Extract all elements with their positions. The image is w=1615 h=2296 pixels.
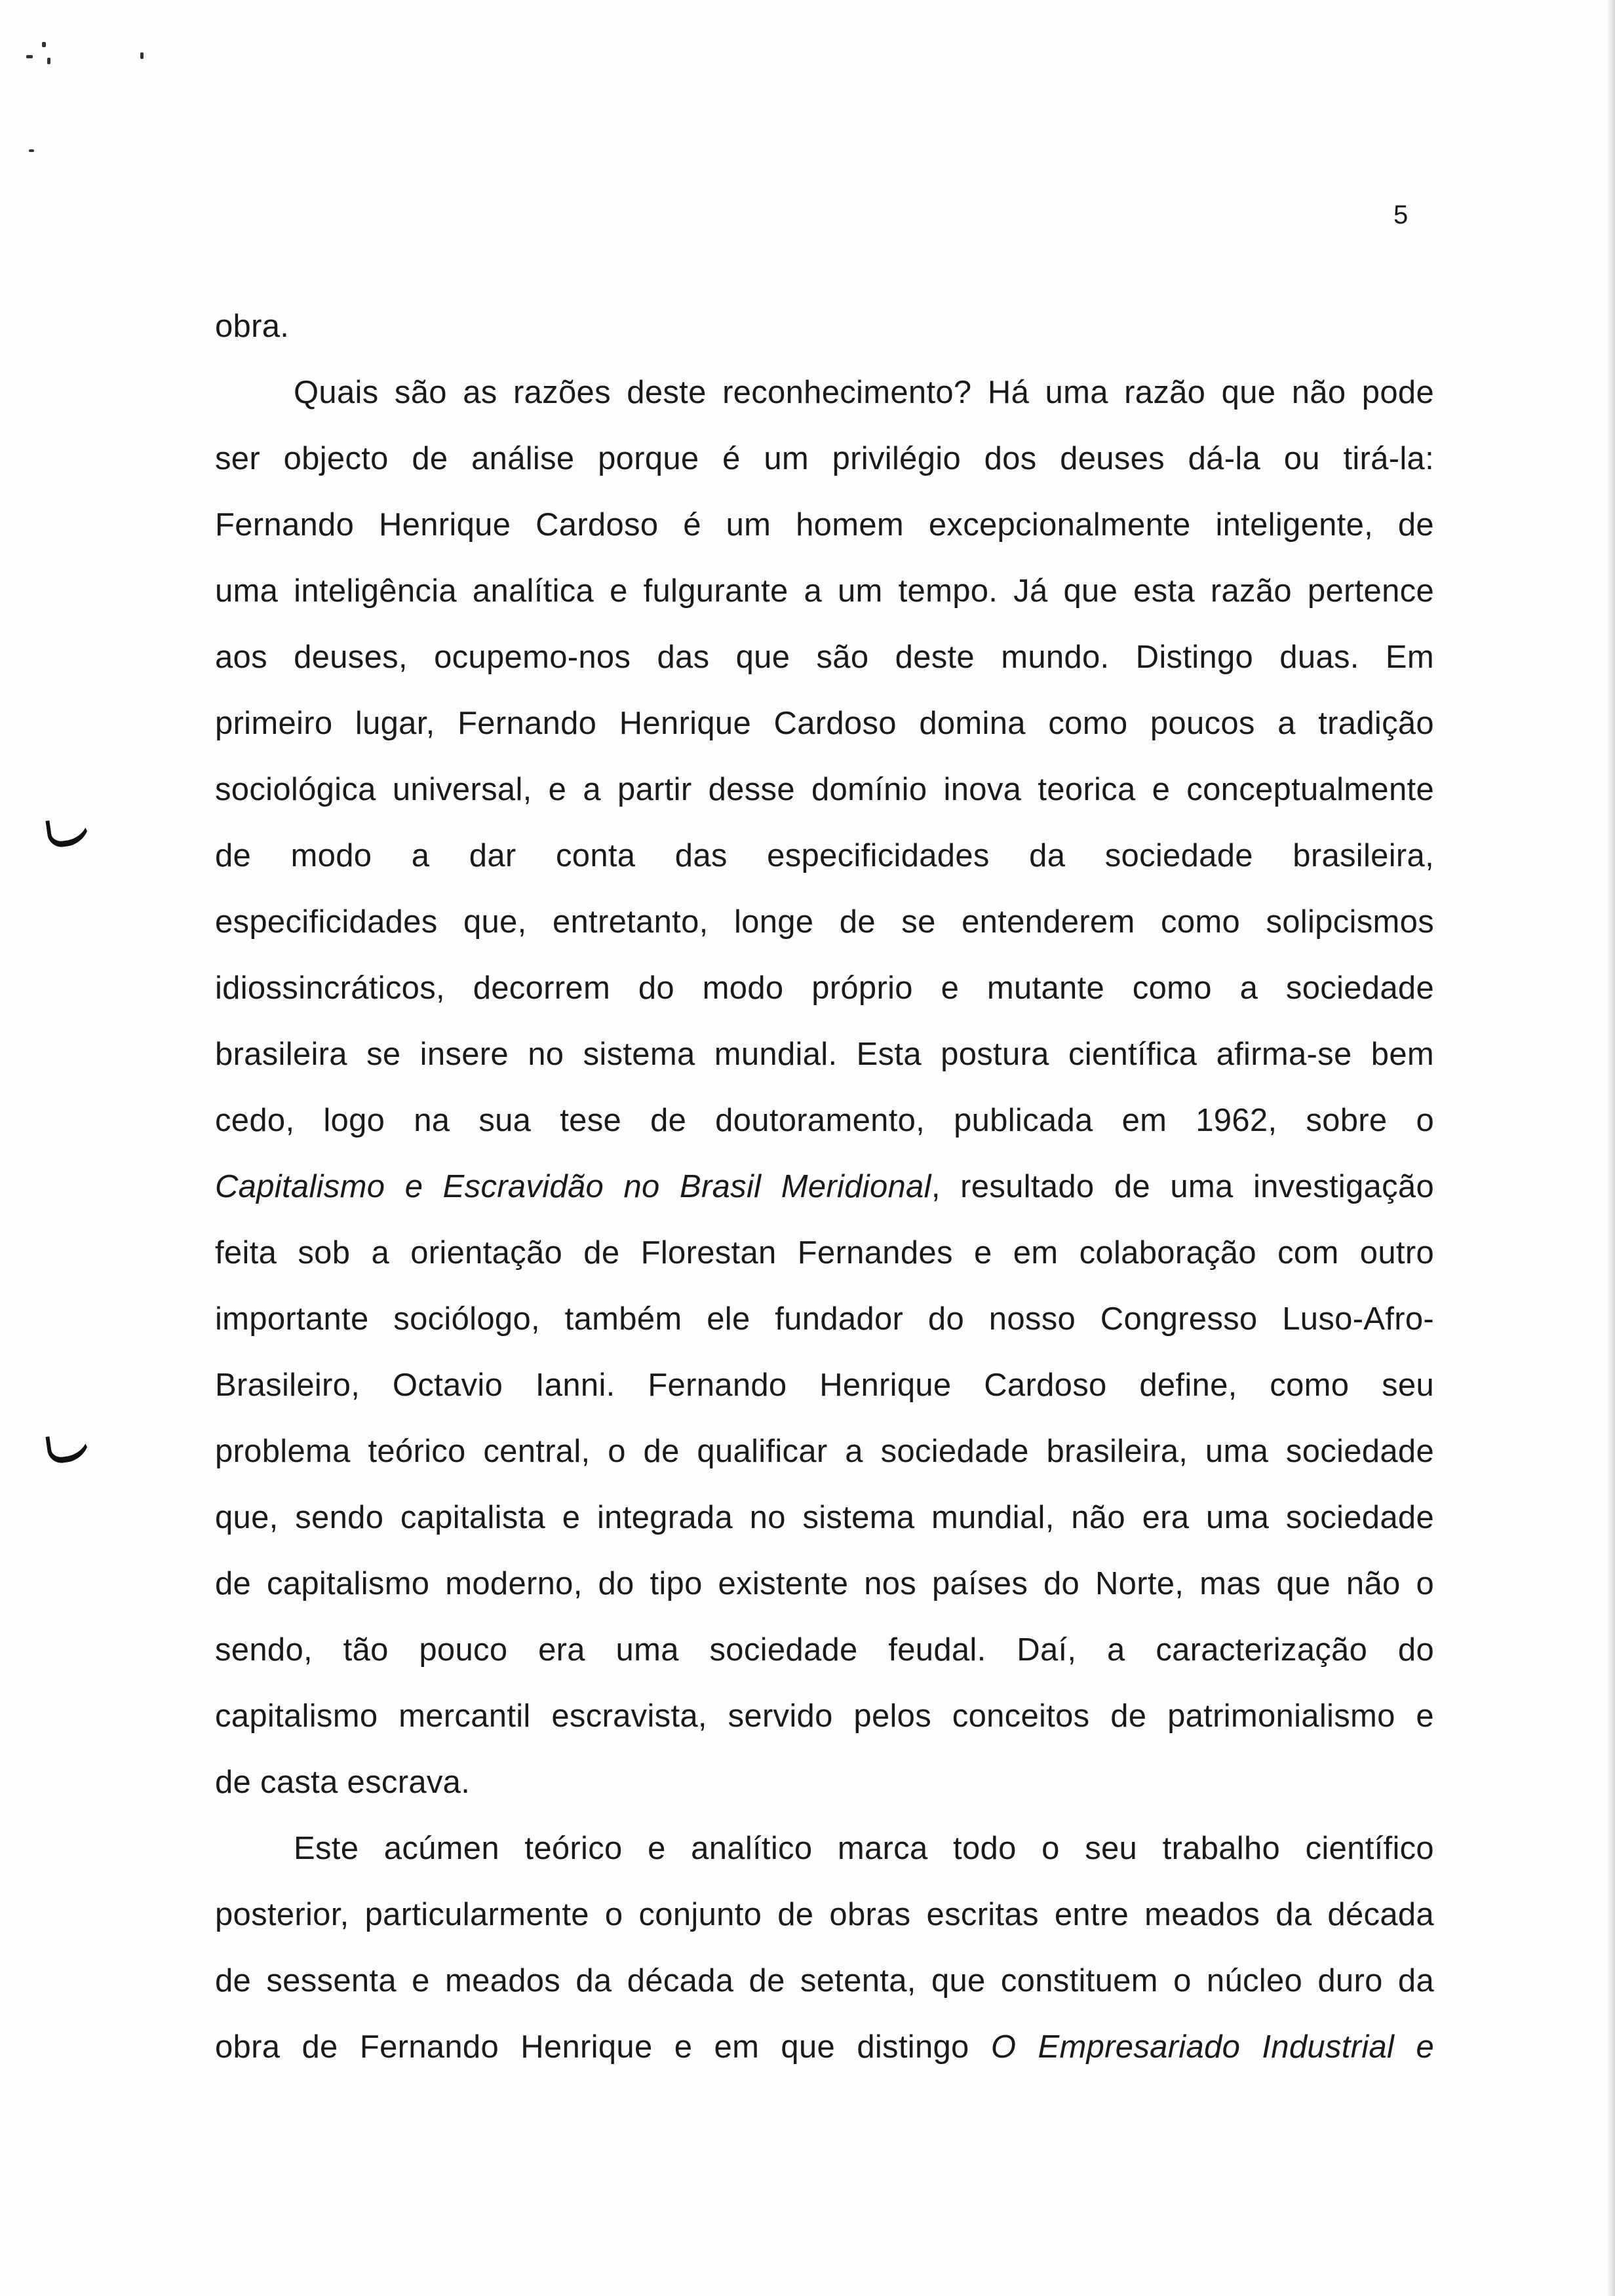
- text-line: [215, 1022, 1434, 1088]
- text-line: [215, 1352, 1434, 1419]
- text-line: [215, 1750, 1434, 1816]
- italic-title: Capitalismo e Escravidão no Brasil Meridional: [215, 1169, 931, 1204]
- margin-mark: [45, 815, 92, 849]
- text-segment: obra de Fernando Henrique e em que distingo: [215, 2029, 991, 2065]
- text-line: [215, 1419, 1434, 1485]
- text-segment: obra.: [215, 309, 290, 344]
- text-line: [215, 823, 1434, 889]
- scan-speck: [42, 42, 46, 47]
- text-line: [215, 492, 1434, 558]
- scan-speck: [26, 55, 33, 58]
- text-line: [215, 1948, 1434, 2014]
- text-segment: idiossincráticos, decorrem do modo próprio e mutante como a sociedade: [215, 970, 1434, 1006]
- text-line: [215, 624, 1434, 691]
- text-segment: Brasileiro, Octavio Ianni. Fernando Henrique Cardoso define, como seu: [215, 1368, 1434, 1403]
- text-line: [215, 1683, 1434, 1750]
- text-line: [215, 1485, 1434, 1551]
- text-line: [215, 1882, 1434, 1948]
- italic-title: O Empresariado Industrial e: [990, 2029, 1434, 2065]
- text-segment: uma inteligência analítica e fulgurante a um tempo. Já que esta razão pertence: [215, 573, 1434, 609]
- scan-speck: [29, 149, 34, 152]
- text-segment: que, sendo capitalista e integrada no sistema mundial, não era uma sociedade: [215, 1500, 1434, 1535]
- text-line: [215, 558, 1434, 624]
- text-segment: de casta escrava.: [215, 1765, 471, 1800]
- text-line: [215, 2014, 1434, 2080]
- text-segment: Este acúmen teórico e analítico marca todo o seu trabalho científico: [294, 1831, 1434, 1866]
- scan-speck: [47, 58, 50, 64]
- text-segment: primeiro lugar, Fernando Henrique Cardoso domina como poucos a tradição: [215, 706, 1434, 741]
- text-segment: de modo a dar conta das especificidades da sociedade brasileira,: [215, 838, 1434, 873]
- text-segment: feita sob a orientação de Florestan Fernandes e em colaboração com outro: [215, 1235, 1434, 1271]
- text-line: [215, 1816, 1434, 1882]
- text-segment: Quais são as razões deste reconhecimento? Há uma razão que não pode: [294, 375, 1434, 410]
- text-segment: cedo, logo na sua tese de doutoramento, publicada em 1962, sobre o: [215, 1103, 1434, 1138]
- margin-mark: [45, 1431, 92, 1465]
- text-segment: ser objecto de análise porque é um privilégio dos deuses dá-la ou tirá-la:: [215, 441, 1434, 476]
- text-line: [215, 1220, 1434, 1286]
- text-segment: brasileira se insere no sistema mundial. Esta postura científica afirma-se bem: [215, 1037, 1434, 1072]
- body-text: [215, 294, 1434, 2080]
- text-segment: Fernando Henrique Cardoso é um homem excepcionalmente inteligente, de: [215, 507, 1434, 543]
- text-line: [215, 955, 1434, 1022]
- page-number: 5: [1393, 201, 1409, 229]
- text-line: [215, 1154, 1434, 1220]
- text-segment: problema teórico central, o de qualificar a sociedade brasileira, uma sociedade: [215, 1434, 1434, 1469]
- text-segment: importante sociólogo, também ele fundador do nosso Congresso Luso-Afro-: [215, 1301, 1434, 1337]
- scan-edge-shadow: [1606, 0, 1615, 2296]
- text-segment: de sessenta e meados da década de setenta, que constituem o núcleo duro da: [215, 1963, 1434, 1999]
- text-line: [215, 889, 1434, 955]
- text-line: [215, 1088, 1434, 1154]
- text-line: [215, 1286, 1434, 1352]
- text-line: [215, 294, 1434, 360]
- text-line: [215, 1617, 1434, 1683]
- text-segment: capitalismo mercantil escravista, servido pelos conceitos de patrimonialismo e: [215, 1698, 1434, 1734]
- text-segment: de capitalismo moderno, do tipo existente nos países do Norte, mas que não o: [215, 1566, 1434, 1601]
- text-line: [215, 1551, 1434, 1617]
- scan-speck: [140, 52, 144, 59]
- text-line: [215, 426, 1434, 492]
- text-segment: sociológica universal, e a partir desse domínio inova teorica e conceptualmente: [215, 772, 1434, 807]
- text-line: [215, 360, 1434, 426]
- text-segment: posterior, particularmente o conjunto de obras escritas entre meados da década: [215, 1897, 1434, 1932]
- text-segment: sendo, tão pouco era uma sociedade feudal. Daí, a caracterização do: [215, 1632, 1434, 1668]
- text-segment: aos deuses, ocupemo-nos das que são deste mundo. Distingo duas. Em: [215, 640, 1434, 675]
- text-line: [215, 691, 1434, 757]
- text-segment: especificidades que, entretanto, longe de se entenderem como solipcismos: [215, 904, 1434, 940]
- text-segment: , resultado de uma investigação: [931, 1169, 1434, 1204]
- text-line: [215, 757, 1434, 823]
